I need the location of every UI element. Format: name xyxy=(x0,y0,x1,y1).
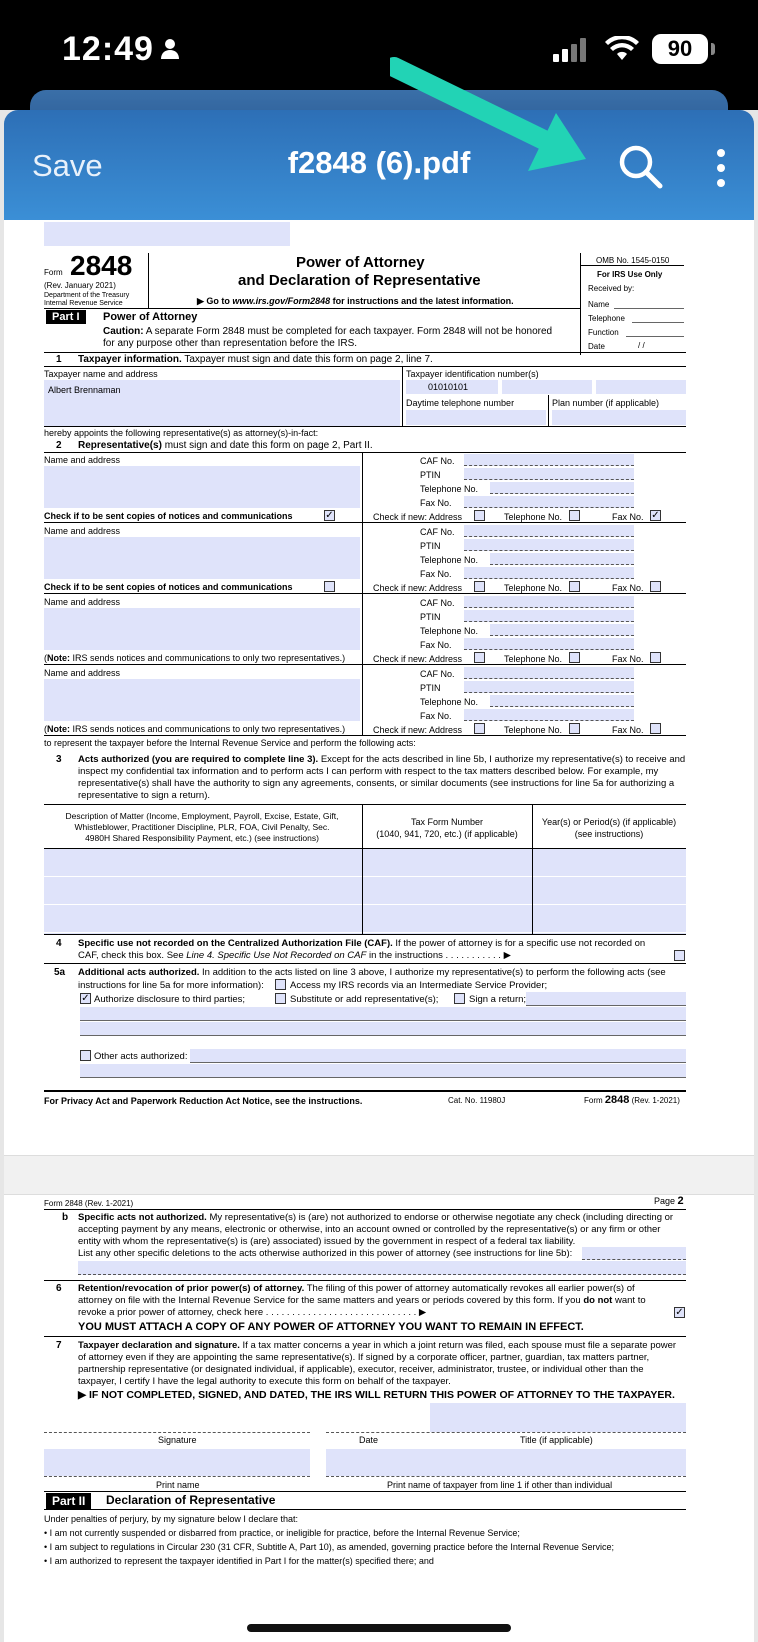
rule xyxy=(44,1509,686,1510)
line-2-num: 2 xyxy=(56,440,62,451)
save-button[interactable]: Save xyxy=(32,148,103,183)
rep2-tel-field[interactable] xyxy=(490,553,634,565)
line-3-text-3: representative(s) shall have the authority to sign any agreements, consents, or similar documents (see instructions for line 5a for authorizing a xyxy=(78,778,675,789)
title-1: Power of Attorney xyxy=(296,254,425,271)
l6-checkbox[interactable] xyxy=(674,1307,685,1318)
rep2-copies-checkbox[interactable] xyxy=(324,581,335,592)
rep1-new-tel-checkbox[interactable] xyxy=(569,510,580,521)
p2-page-num: 2 xyxy=(677,1195,684,1207)
rep4-check-fax: Fax No. xyxy=(612,725,644,735)
sign-return-field[interactable] xyxy=(526,992,686,1006)
line-4-text-2: CAF, check this box. See xyxy=(78,950,187,961)
irs-date: Date xyxy=(588,342,605,351)
irs-use: For IRS Use Only xyxy=(597,270,663,279)
acts-table-rows[interactable] xyxy=(44,849,686,934)
access-records-label: Access my IRS records via an Intermediate Service Provider; xyxy=(290,980,548,991)
rep4-new-address-checkbox[interactable] xyxy=(474,723,485,734)
rep2-tel-label: Telephone No. xyxy=(420,555,479,565)
rep4-caf-label: CAF No. xyxy=(420,669,455,679)
divider xyxy=(402,366,403,426)
l6-caps: YOU MUST ATTACH A COPY OF ANY POWER OF ATTORNEY YOU WANT TO REMAIN IN EFFECT. xyxy=(78,1321,584,1333)
rep3-check-tel: Telephone No. xyxy=(504,654,563,664)
taxpayer-name-value: Albert Brennaman xyxy=(48,385,121,395)
l7-text-3: partnership representative (or designated individual, if applicable), executor, receiver, administrator, trustee, or individual other than the xyxy=(78,1364,644,1375)
col-year-header xyxy=(532,816,686,840)
acts-line-2[interactable] xyxy=(80,1022,686,1036)
represent-text: to represent the taxpayer before the Internal Revenue Service and perform the following acts: xyxy=(44,738,416,748)
plan-number-field[interactable] xyxy=(552,410,686,425)
rule xyxy=(580,265,684,266)
signature-label: Signature xyxy=(158,1435,197,1445)
signature-line xyxy=(44,1432,310,1433)
annotation-arrow xyxy=(390,55,630,185)
part-2-title: Declaration of Representative xyxy=(106,1493,276,1507)
b-text-3: entity with whom the representative(s) is (are) associated) issued by the government in respect of a federal tax liability. xyxy=(78,1236,576,1247)
line-5a-text-2: instructions for line 5a for more information): xyxy=(78,980,264,991)
rep1-check-tel: Telephone No. xyxy=(504,512,563,522)
rep4-note-open: ( xyxy=(44,724,47,734)
dept-1: Department of the Treasury xyxy=(44,292,130,299)
file-title: f2848 (6).pdf xyxy=(287,145,471,180)
caution-text-2: for any purpose other than representation before the IRS. xyxy=(103,338,358,349)
rule xyxy=(614,308,684,309)
rep3-tel-field[interactable] xyxy=(490,624,634,636)
caution-text-1: A separate Form 2848 must be completed for each taxpayer. Form 2848 will not be honored xyxy=(143,326,553,337)
line-1-num: 1 xyxy=(56,354,62,365)
print-name-tp-field[interactable] xyxy=(326,1449,686,1476)
pdf-document[interactable] xyxy=(4,220,754,1642)
divider xyxy=(362,664,363,735)
b-text-1: My representative(s) is (are) not authorized to endorse or otherwise negotiate any check (including directing or xyxy=(206,1212,674,1223)
rule xyxy=(626,336,684,337)
daytime-phone-field[interactable] xyxy=(406,410,546,425)
b-field-1[interactable] xyxy=(582,1247,686,1260)
rep3-note-text: IRS sends notices and communications to only two representatives.) xyxy=(70,653,346,663)
divider xyxy=(148,253,149,309)
bullet-1: • I am not currently suspended or disbarred from practice, or ineligible for practice, before the Internal Revenue Service; xyxy=(44,1528,520,1538)
received-by: Received by: xyxy=(588,284,635,293)
footer-cat: Cat. No. 11980J xyxy=(448,1096,506,1105)
perjury-text: Under penalties of perjury, by my signature below I declare that: xyxy=(44,1514,298,1524)
rep4-new-fax-checkbox[interactable] xyxy=(650,723,661,734)
rep4-tel-field[interactable] xyxy=(490,695,634,707)
print-line xyxy=(326,1476,686,1477)
rep1-new-address-checkbox[interactable] xyxy=(474,510,485,521)
rep1-ptin-field[interactable] xyxy=(464,468,634,480)
other-acts-field[interactable] xyxy=(190,1049,686,1063)
rule xyxy=(44,963,686,964)
rep3-caf-field[interactable] xyxy=(464,596,634,608)
rule xyxy=(44,366,686,367)
rep3-note-open: ( xyxy=(44,653,47,663)
tin-value: 01010101 xyxy=(428,382,469,392)
rep2-check-fax: Fax No. xyxy=(612,583,644,593)
taxpayer-name-label: Taxpayer name and address xyxy=(44,369,158,379)
line-3-label: Acts authorized (you are required to complete line 3). xyxy=(78,754,319,765)
rule xyxy=(44,352,686,353)
rep2-caf-label: CAF No. xyxy=(420,527,455,537)
l7-text-1: If a tax matter concerns a year in which a joint return was filed, each spouse must file a separate power xyxy=(239,1340,677,1351)
toolbar xyxy=(4,110,754,220)
line-2-label: Representative(s) xyxy=(78,440,162,451)
rep3-name-label: Name and address xyxy=(44,597,121,607)
caution-label: Caution: xyxy=(103,326,144,337)
divider xyxy=(362,593,363,664)
rule xyxy=(44,934,686,935)
rep2-caf-field[interactable] xyxy=(464,525,634,537)
line-3-text-1: Except for the acts described in line 5b, I authorize my representative(s) to receive and xyxy=(318,754,686,765)
rep4-name-label: Name and address xyxy=(44,668,121,678)
col-description-header xyxy=(44,811,360,844)
col-form-header xyxy=(362,816,532,840)
l7-label: Taxpayer declaration and signature. xyxy=(78,1340,240,1351)
rep2-check-tel: Telephone No. xyxy=(504,583,563,593)
rep4-note-text: IRS sends notices and communications to only two representatives.) xyxy=(70,724,346,734)
plan-number-label: Plan number (if applicable) xyxy=(552,398,660,408)
l7-num: 7 xyxy=(56,1340,62,1351)
goto-suffix: for instructions and the latest information. xyxy=(330,296,514,306)
part-1-title: Power of Attorney xyxy=(103,311,198,323)
person-icon xyxy=(160,38,180,60)
rule xyxy=(44,1280,686,1281)
rep2-new-tel-checkbox[interactable] xyxy=(569,581,580,592)
other-acts-label: Other acts authorized: xyxy=(94,1051,188,1062)
rep3-caf-label: CAF No. xyxy=(420,598,455,608)
more-menu-icon[interactable] xyxy=(716,148,726,188)
rep1-copies-checkbox[interactable] xyxy=(324,510,335,521)
rep4-caf-field[interactable] xyxy=(464,667,634,679)
p2-page-label: Page xyxy=(654,1196,678,1206)
rep4-check-new: Check if new: Address xyxy=(373,725,463,735)
footer-form-label: Form xyxy=(584,1096,605,1105)
l6-text-2b: want to xyxy=(612,1295,646,1306)
substitute-rep-label: Substitute or add representative(s); xyxy=(290,994,439,1005)
line-3-text-4: representative to sign a return). xyxy=(78,790,211,801)
bullet-2: • I am subject to regulations in Circular 230 (31 CFR, Subtitle A, Part 10), as amended, governing practice before the Internal Revenue Service; xyxy=(44,1542,614,1552)
l6-num: 6 xyxy=(56,1283,62,1294)
divider xyxy=(362,452,363,522)
rep3-note-label: Note: xyxy=(47,653,70,663)
col2-line-2: (1040, 941, 720, etc.) (if applicable) xyxy=(376,829,518,839)
rep1-caf-label: CAF No. xyxy=(420,456,455,466)
rep2-name-field[interactable] xyxy=(44,537,360,579)
rep1-copies-label: Check if to be sent copies of notices and communications xyxy=(44,511,293,521)
l6-label: Retention/revocation of prior power(s) of attorney. xyxy=(78,1283,305,1294)
rep1-check-fax: Fax No. xyxy=(612,512,644,522)
pdf-page-2 xyxy=(4,1195,754,1642)
access-records-checkbox[interactable] xyxy=(275,979,286,990)
footer-privacy: For Privacy Act and Paperwork Reduction Act Notice, see the instructions. xyxy=(44,1096,363,1106)
pdf-page-1 xyxy=(4,220,754,1155)
rep1-fax-field[interactable] xyxy=(464,496,634,508)
rule xyxy=(44,593,686,594)
rep4-check-tel: Telephone No. xyxy=(504,725,563,735)
title-label: Title (if applicable) xyxy=(520,1435,593,1445)
battery-tip xyxy=(711,43,715,55)
rep1-caf-field[interactable] xyxy=(464,454,634,466)
line-4-italic: Line 4. Specific Use Not Recorded on CAF xyxy=(186,950,367,961)
battery-icon: 90 xyxy=(652,34,708,64)
p2-header-left: Form 2848 (Rev. 1-2021) xyxy=(44,1199,134,1208)
irs-telephone: Telephone xyxy=(588,314,625,323)
daytime-phone-label: Daytime telephone number xyxy=(406,398,515,408)
other-acts-checkbox[interactable] xyxy=(80,1050,91,1061)
part-2-tag: Part II xyxy=(46,1493,91,1509)
rep3-tel-label: Telephone No. xyxy=(420,626,479,636)
b-label: Specific acts not authorized. xyxy=(78,1212,207,1223)
irs-name: Name xyxy=(588,300,610,309)
sign-return-label: Sign a return; xyxy=(469,994,527,1005)
line-5a-text-1: In addition to the acts listed on line 3 above, I authorize my representative(s) to perform the following acts (see xyxy=(199,967,666,978)
rep4-note-label: Note: xyxy=(47,724,70,734)
home-indicator[interactable] xyxy=(247,1624,511,1632)
footer-form-num: 2848 xyxy=(604,1094,630,1106)
tin-field-3[interactable] xyxy=(596,380,686,394)
authorize-disclosure-checkbox[interactable] xyxy=(80,993,91,1004)
rep2-check-new: Check if new: Address xyxy=(373,583,463,593)
l6-text-3: revoke a prior power of attorney, check here . . . . . . . . . . . . . . . . . . . . . . . . . . . . . ▶ xyxy=(78,1307,427,1318)
l6-text-1: The filing of this power of attorney automatically revokes all earlier power(s) of xyxy=(304,1283,635,1294)
rep3-ptin-field[interactable] xyxy=(464,610,634,622)
l6-do-not: do not xyxy=(583,1295,613,1306)
rep3-fax-label: Fax No. xyxy=(420,640,452,650)
rep3-check-new: Check if new: Address xyxy=(373,654,463,664)
rep2-new-fax-checkbox[interactable] xyxy=(650,581,661,592)
rep1-ptin-label: PTIN xyxy=(420,470,441,480)
l7-caps: ▶ IF NOT COMPLETED, SIGNED, AND DATED, THE IRS WILL RETURN THIS POWER OF ATTORNEY TO THE TAXPAYER. xyxy=(78,1389,675,1401)
line-3-text-2: inspect my confidential tax information and to perform acts I can perform with respect to the tax matters described below. For example, my xyxy=(78,766,659,777)
title-field[interactable] xyxy=(430,1403,686,1432)
l7-text-4: taxpayer, I certify I have the legal authority to execute this form on behalf of the taxpayer. xyxy=(78,1376,451,1387)
line-3-num: 3 xyxy=(56,754,62,765)
col2-line-1: Tax Form Number xyxy=(410,817,483,827)
col1-line-2: Whistleblower, Practitioner Discipline, PLR, FOA, Civil Penalty, Sec. xyxy=(74,822,330,832)
dept-2: Internal Revenue Service xyxy=(44,300,123,307)
goto-prefix: ▶ Go to xyxy=(197,296,233,306)
print-name-field[interactable] xyxy=(44,1449,310,1476)
rep2-ptin-field[interactable] xyxy=(464,539,634,551)
rep1-name-label: Name and address xyxy=(44,455,121,465)
rep4-fax-label: Fax No. xyxy=(420,711,452,721)
b-text-4: List any other specific deletions to the acts otherwise authorized in this power of attorney (see instructions for line 5b): xyxy=(78,1248,573,1259)
rep2-fax-field[interactable] xyxy=(464,567,634,579)
top-field[interactable] xyxy=(44,222,290,246)
other-acts-line[interactable] xyxy=(80,1064,686,1078)
irs-date-slashes: / / xyxy=(638,341,645,350)
line-2-text: must sign and date this form on page 2, Part II. xyxy=(161,440,373,451)
authorize-disclosure-label: Authorize disclosure to third parties; xyxy=(94,994,246,1005)
rep1-tel-field[interactable] xyxy=(490,482,634,494)
line-4-text-1: If the power of attorney is for a specific use not recorded on xyxy=(392,938,646,949)
rep4-ptin-label: PTIN xyxy=(420,683,441,693)
rep4-name-field[interactable] xyxy=(44,679,360,721)
col3-line-2: (see instructions) xyxy=(574,829,644,839)
rep2-fax-label: Fax No. xyxy=(420,569,452,579)
page-separator xyxy=(4,1155,754,1195)
rep1-name-field[interactable] xyxy=(44,466,360,508)
line-4-num: 4 xyxy=(56,938,62,949)
clock: 12:49 xyxy=(62,30,154,68)
col3-line-1: Year(s) or Period(s) (if applicable) xyxy=(541,817,677,827)
rep3-new-address-checkbox[interactable] xyxy=(474,652,485,663)
divider xyxy=(532,849,533,934)
rep3-ptin-label: PTIN xyxy=(420,612,441,622)
goto-url[interactable]: www.irs.gov/Form2848 xyxy=(232,296,331,306)
line-1-label: Taxpayer information. xyxy=(78,354,182,365)
footer-rev: (Rev. 1-2021) xyxy=(629,1096,680,1105)
part-1-tag: Part I xyxy=(46,310,86,324)
rule xyxy=(44,522,686,523)
form-label: Form xyxy=(44,268,63,277)
rep4-ptin-field[interactable] xyxy=(464,681,634,693)
form-number: 2848 xyxy=(70,250,133,281)
form-rev: (Rev. January 2021) xyxy=(44,281,116,290)
rule xyxy=(44,804,686,805)
print-name-label: Print name xyxy=(156,1480,200,1490)
omb: OMB No. 1545-0150 xyxy=(596,256,670,265)
rule xyxy=(44,735,686,736)
rep4-new-tel-checkbox[interactable] xyxy=(569,723,580,734)
rep1-fax-label: Fax No. xyxy=(420,498,452,508)
tin-field-2[interactable] xyxy=(502,380,592,394)
rule xyxy=(44,1491,686,1492)
rep3-check-fax: Fax No. xyxy=(612,654,644,664)
rep3-new-tel-checkbox[interactable] xyxy=(569,652,580,663)
line-5a-num: 5a xyxy=(54,967,66,978)
tin-label: Taxpayer identification number(s) xyxy=(406,369,539,379)
col1-line-3: 4980H Shared Responsibility Payment, etc.) (see instructions) xyxy=(85,833,319,843)
line-4-label: Specific use not recorded on the Centralized Authorization File (CAF). xyxy=(78,938,393,949)
rep3-name-field[interactable] xyxy=(44,608,360,650)
l7-text-2: of attorney even if they are appointing the same representative(s). If signed by a corporate officer, partner, guardian, tax matters partner, xyxy=(78,1352,650,1363)
line-1-text: Taxpayer must sign and date this form on page 2, line 7. xyxy=(181,354,433,365)
rep3-fax-field[interactable] xyxy=(464,638,634,650)
rule xyxy=(44,308,580,309)
l6-text-2: attorney on file with the Internal Revenue Service for the same matters and years or periods covered by this form. If you xyxy=(78,1295,584,1306)
line-5a-label: Additional acts authorized. xyxy=(78,967,200,978)
rule xyxy=(632,322,684,323)
rep2-new-address-checkbox[interactable] xyxy=(474,581,485,592)
title-2: and Declaration of Representative xyxy=(238,272,481,289)
rule xyxy=(44,1209,686,1210)
rep4-tel-label: Telephone No. xyxy=(420,697,479,707)
bullet-3: • I am authorized to represent the taxpayer identified in Part I for the matter(s) specified there; and xyxy=(44,1556,434,1566)
appoints-text: hereby appoints the following representative(s) as attorney(s)-in-fact: xyxy=(44,428,319,438)
rule xyxy=(44,664,686,665)
rep3-new-fax-checkbox[interactable] xyxy=(650,652,661,663)
divider xyxy=(362,522,363,593)
b-text-2: accepting payment by any means, electronic or otherwise, into an account owned or controlled by the representative(s) or any firm or other xyxy=(78,1224,661,1235)
divider xyxy=(362,849,363,934)
rep4-fax-field[interactable] xyxy=(464,709,634,721)
line-4-checkbox[interactable] xyxy=(674,950,685,961)
rule xyxy=(44,1090,686,1092)
rep2-ptin-label: PTIN xyxy=(420,541,441,551)
rule xyxy=(44,452,686,453)
rep1-tel-label: Telephone No. xyxy=(420,484,479,494)
col1-line-1: Description of Matter (Income, Employment, Payroll, Excise, Estate, Gift, xyxy=(65,811,339,821)
print-name-tp-label: Print name of taxpayer from line 1 if other than individual xyxy=(387,1480,613,1490)
sign-return-checkbox[interactable] xyxy=(454,993,465,1004)
rep2-copies-label: Check if to be sent copies of notices and communications xyxy=(44,582,293,592)
rule xyxy=(44,1336,686,1337)
divider xyxy=(580,253,581,355)
date-label: Date xyxy=(359,1435,379,1445)
b-letter: b xyxy=(62,1212,69,1223)
rep1-new-fax-checkbox[interactable] xyxy=(650,510,661,521)
rep1-check-new: Check if new: Address xyxy=(373,512,463,522)
acts-line-1[interactable] xyxy=(80,1007,686,1021)
print-line xyxy=(44,1476,310,1477)
divider xyxy=(548,395,549,426)
rep2-name-label: Name and address xyxy=(44,526,121,536)
irs-function: Function xyxy=(588,328,619,337)
b-field-2[interactable] xyxy=(78,1261,686,1275)
date-title-line xyxy=(326,1432,686,1433)
substitute-rep-checkbox[interactable] xyxy=(275,993,286,1004)
line-4-text-3: in the instructions . . . . . . . . . . . ▶ xyxy=(366,950,511,961)
